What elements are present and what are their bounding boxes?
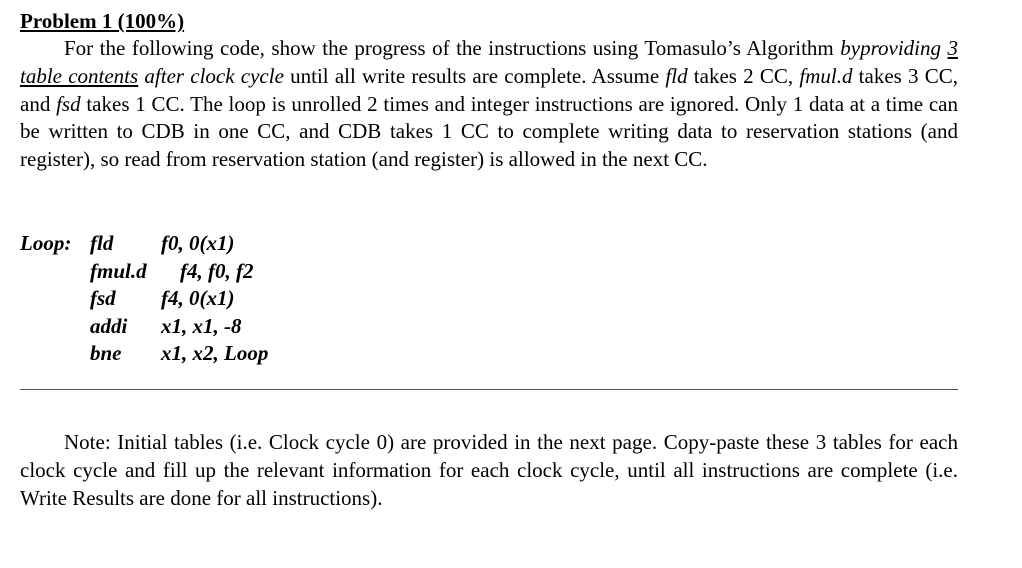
- code-args: f4, 0(x1): [161, 286, 235, 310]
- note-text: Note: Initial tables (i.e. Clock cycle 0) are provided in the next page. Copy-paste these 3 tables for each clock cycle and fill up the relevant information for each clock cycle, until all instructions are complete (i.e. Write Results are done for all instructions).: [20, 430, 958, 510]
- statement-part-3: takes 1 CC. The loop is unrolled 2 times and integer instructions are ignored. Only 1 data at a time can be written to CDB in one CC, and CDB takes 1 CC to complete writing data to reservation stations (and register), so read from reservation station (and register) is allowed in the next CC.: [20, 91, 958, 172]
- code-op: fld: [90, 231, 114, 255]
- statement-after-clock: after clock cycle: [138, 63, 284, 88]
- statement-fsd: fsd: [56, 91, 81, 116]
- code-op: fsd: [90, 286, 116, 310]
- statement-table-contents: 3 table contents: [20, 36, 958, 88]
- code-args: x1, x2, Loop: [161, 341, 269, 365]
- statement-fmul: fmul.d: [799, 63, 853, 88]
- loop-label: Loop:: [20, 231, 72, 255]
- statement-takes-2: takes 2 CC,: [687, 63, 800, 88]
- code-args: f0, 0(x1): [161, 231, 235, 255]
- document-page: [20, 8, 958, 510]
- statement-by: by: [840, 36, 861, 60]
- statement-part-1: For the following code, show the progress of the instructions using Tomasulo’s Algorithm: [64, 36, 841, 60]
- statement-providing: providing: [860, 36, 948, 60]
- code-op: bne: [90, 341, 122, 365]
- problem-statement: [20, 35, 958, 174]
- code-args: f4, f0, f2: [180, 258, 254, 283]
- statement-fld: fld: [665, 63, 688, 88]
- code-op: fmul.d: [90, 258, 147, 283]
- statement-takes-3: takes 3 CC, and: [20, 63, 958, 116]
- note-block: [20, 429, 958, 512]
- problem-title: Problem 1 (100%): [20, 9, 185, 33]
- section-divider: [20, 389, 958, 390]
- statement-part-2: until all write results are complete. Assume: [283, 63, 666, 88]
- code-args: x1, x1, -8: [161, 313, 242, 338]
- code-op: addi: [90, 313, 128, 338]
